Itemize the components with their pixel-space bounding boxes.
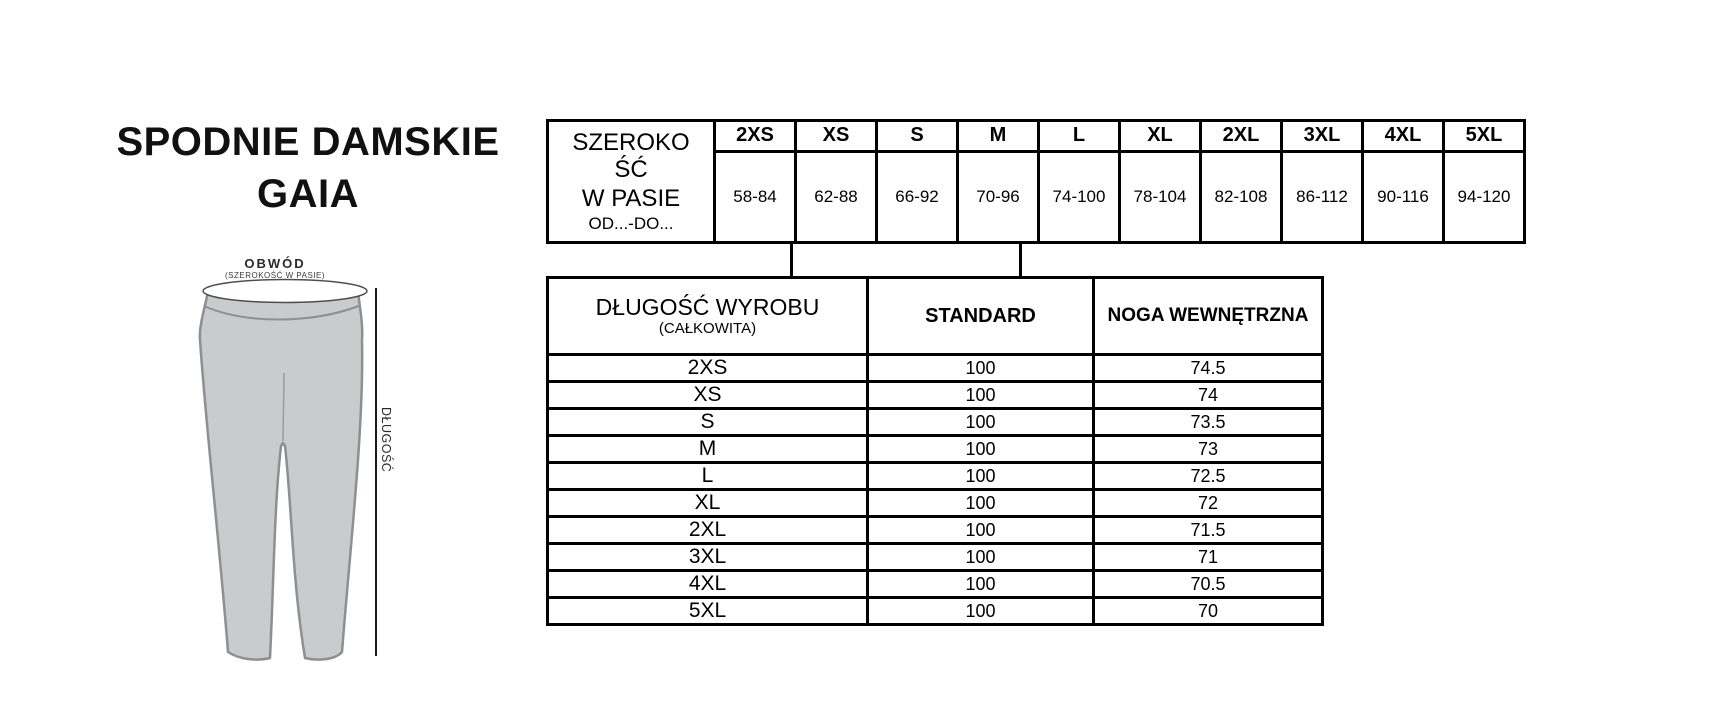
waist-table-sublabel: OD...-DO... — [588, 214, 674, 233]
inner-leg-column-header: NOGA WEWNĘTRZNA — [1094, 278, 1323, 355]
size-header-cell: 5XL — [1444, 121, 1525, 152]
waist-range-cell: 94-120 — [1444, 151, 1525, 242]
row-inner-leg-cell: 74.5 — [1094, 355, 1323, 382]
table-connector-line — [790, 244, 793, 277]
row-standard-cell: 100 — [868, 409, 1094, 436]
row-standard-cell: 100 — [868, 544, 1094, 571]
row-standard-cell: 100 — [868, 355, 1094, 382]
length-table-row — [548, 571, 1323, 598]
waist-table-label-cell — [548, 121, 715, 243]
length-table-row — [548, 544, 1323, 571]
length-table-label: DŁUGOŚĆ WYROBU — [595, 294, 820, 320]
row-size-cell: S — [548, 409, 868, 436]
row-size-cell: 3XL — [548, 544, 868, 571]
row-standard-cell: 100 — [868, 382, 1094, 409]
row-standard-cell: 100 — [868, 571, 1094, 598]
waist-table-label: SZEROKOŚĆ — [572, 129, 690, 183]
size-header-cell: 3XL — [1282, 121, 1363, 152]
waist-range-cell: 82-108 — [1201, 151, 1282, 242]
pants-shape — [200, 292, 362, 660]
waist-range-cell: 90-116 — [1363, 151, 1444, 242]
waist-range-cell: 86-112 — [1282, 151, 1363, 242]
length-table-row — [548, 490, 1323, 517]
row-inner-leg-cell: 74 — [1094, 382, 1323, 409]
size-header-cell: 2XL — [1201, 121, 1282, 152]
length-table-row — [548, 517, 1323, 544]
length-measure-label: DŁUGOŚĆ — [379, 407, 393, 473]
waist-range-cell: 58-84 — [715, 151, 796, 242]
row-size-cell: 2XL — [548, 517, 868, 544]
row-standard-cell: 100 — [868, 517, 1094, 544]
row-inner-leg-cell: 71.5 — [1094, 517, 1323, 544]
row-size-cell: XS — [548, 382, 868, 409]
product-length-table — [546, 276, 1324, 626]
length-table-row — [548, 355, 1323, 382]
row-inner-leg-cell: 72 — [1094, 490, 1323, 517]
row-size-cell: 5XL — [548, 598, 868, 625]
size-header-cell: L — [1039, 121, 1120, 152]
row-standard-cell: 100 — [868, 598, 1094, 625]
length-table-header-row — [548, 278, 1323, 355]
row-inner-leg-cell: 72.5 — [1094, 463, 1323, 490]
row-inner-leg-cell: 73 — [1094, 436, 1323, 463]
waist-range-cell: 62-88 — [796, 151, 877, 242]
row-size-cell: 2XS — [548, 355, 868, 382]
page-title-line2: GAIA — [257, 172, 359, 216]
row-size-cell: 4XL — [548, 571, 868, 598]
waist-range-cell: 66-92 — [877, 151, 958, 242]
page-title — [88, 116, 528, 220]
waist-ellipse — [203, 280, 367, 303]
standard-column-header: STANDARD — [868, 278, 1094, 355]
length-table-row — [548, 436, 1323, 463]
waist-range-cell: 70-96 — [958, 151, 1039, 242]
row-size-cell: XL — [548, 490, 868, 517]
size-header-cell: 4XL — [1363, 121, 1444, 152]
size-header-cell: M — [958, 121, 1039, 152]
table-connector-line — [1019, 244, 1022, 277]
length-table-row — [548, 463, 1323, 490]
row-inner-leg-cell: 73.5 — [1094, 409, 1323, 436]
row-inner-leg-cell: 70 — [1094, 598, 1323, 625]
pants-illustration — [150, 278, 400, 668]
waist-table-label2: W PASIE — [581, 185, 681, 212]
length-table-sublabel: (CAŁKOWITA) — [658, 320, 757, 337]
length-table-row — [548, 598, 1323, 625]
waist-measure-sublabel: (SZEROKOŚĆ W PASIE) — [224, 271, 326, 280]
length-table-row — [548, 409, 1323, 436]
length-table-row — [548, 382, 1323, 409]
size-header-cell: S — [877, 121, 958, 152]
size-header-cell: 2XS — [715, 121, 796, 152]
length-table-label-cell — [548, 278, 868, 355]
size-header-cell: XS — [796, 121, 877, 152]
waist-size-header-row — [548, 121, 1525, 152]
waist-width-table — [546, 119, 1526, 244]
page-title-line1: SPODNIE DAMSKIE — [116, 120, 500, 164]
waist-range-cell: 74-100 — [1039, 151, 1120, 242]
waist-measure-label: OBWÓD — [244, 256, 306, 271]
row-standard-cell: 100 — [868, 463, 1094, 490]
row-size-cell: L — [548, 463, 868, 490]
waist-range-cell: 78-104 — [1120, 151, 1201, 242]
row-size-cell: M — [548, 436, 868, 463]
row-inner-leg-cell: 70.5 — [1094, 571, 1323, 598]
size-header-cell: XL — [1120, 121, 1201, 152]
row-standard-cell: 100 — [868, 490, 1094, 517]
row-inner-leg-cell: 71 — [1094, 544, 1323, 571]
row-standard-cell: 100 — [868, 436, 1094, 463]
